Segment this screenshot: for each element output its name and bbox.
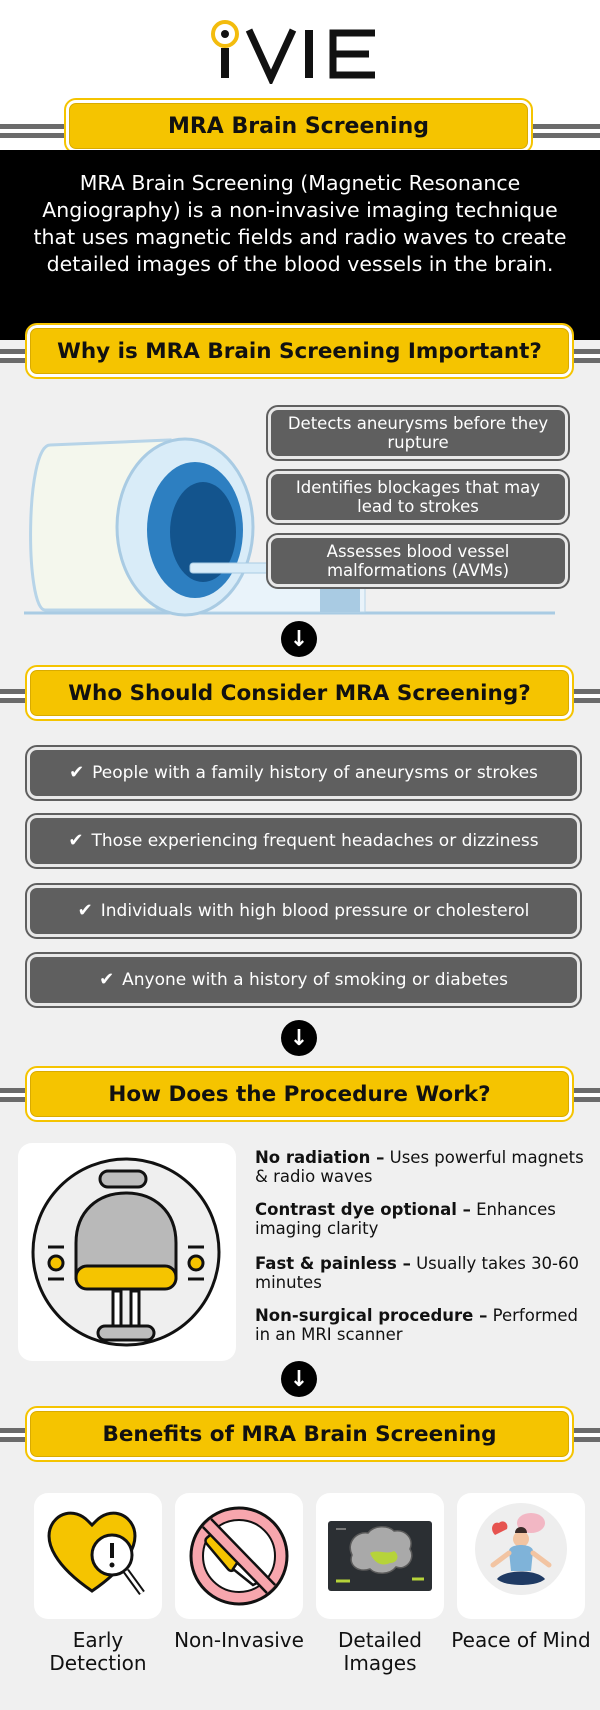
procedure-item-heading: Fast & painless – bbox=[255, 1254, 411, 1273]
procedure-item bbox=[255, 1200, 585, 1238]
who-item bbox=[27, 815, 580, 867]
benefit-card bbox=[316, 1493, 444, 1619]
section-title-why: Why is MRA Brain Screening Important? bbox=[27, 325, 572, 377]
who-item bbox=[27, 885, 580, 937]
procedure-item-text: Performed in an MRI scanner bbox=[255, 1306, 579, 1344]
no-scalpel-icon bbox=[175, 1493, 303, 1619]
benefit-card bbox=[175, 1493, 303, 1619]
mri-machine-card bbox=[18, 1143, 236, 1361]
who-item-label: Individuals with high blood pressure or cholesterol bbox=[100, 901, 530, 921]
who-item bbox=[27, 954, 580, 1006]
benefit-label: Detailed Images bbox=[338, 1628, 422, 1675]
section-title-who: Who Should Consider MRA Screening? bbox=[27, 667, 572, 719]
procedure-item bbox=[255, 1148, 585, 1186]
procedure-item-text: Usually takes 30-60 minutes bbox=[255, 1254, 580, 1292]
procedure-item-text: Uses powerful magnets & radio waves bbox=[255, 1148, 584, 1186]
who-item-label: People with a family history of aneurysms or strokes bbox=[92, 763, 538, 783]
procedure-item-heading: Contrast dye optional – bbox=[255, 1200, 471, 1219]
intro-text: MRA Brain Screening (Magnetic Resonance Angiography) is a non-invasive imaging technique that uses magnetic fields and radio waves to create detailed images of the blood vessels in the brain. bbox=[33, 171, 567, 276]
benefit-card bbox=[457, 1493, 585, 1619]
who-item bbox=[27, 747, 580, 799]
intro-panel bbox=[0, 150, 600, 340]
why-item: Identifies blockages that may lead to strokes bbox=[268, 471, 568, 523]
logo-mark bbox=[205, 14, 395, 84]
why-item: Detects aneurysms before they rupture bbox=[268, 407, 568, 459]
arrow-down-icon: ↓ bbox=[281, 1361, 317, 1397]
section-title-procedure: How Does the Procedure Work? bbox=[27, 1068, 572, 1120]
who-item-label: Anyone with a history of smoking or diabetes bbox=[122, 970, 508, 990]
ivie-logo bbox=[0, 14, 600, 84]
who-item-label: Those experiencing frequent headaches or dizziness bbox=[91, 831, 539, 851]
benefit-label: Peace of Mind bbox=[451, 1628, 591, 1652]
arrow-down-icon: ↓ bbox=[281, 621, 317, 657]
procedure-item bbox=[255, 1306, 585, 1344]
heart-magnifier-icon bbox=[34, 1493, 162, 1619]
benefit-card bbox=[34, 1493, 162, 1619]
mri-scanner-illustration bbox=[20, 435, 560, 617]
procedure-item bbox=[255, 1254, 585, 1292]
benefit-label: Early Detection bbox=[49, 1628, 147, 1675]
arrow-down-icon: ↓ bbox=[281, 1020, 317, 1056]
section-title-benefits: Benefits of MRA Brain Screening bbox=[27, 1408, 572, 1460]
brain-scan-icon bbox=[316, 1493, 444, 1619]
check-icon: ✔ bbox=[99, 969, 115, 990]
benefit-label: Non-Invasive bbox=[174, 1628, 304, 1652]
check-icon: ✔ bbox=[69, 762, 85, 783]
check-icon: ✔ bbox=[68, 830, 84, 851]
mri-machine-icon bbox=[18, 1143, 236, 1361]
meditation-icon bbox=[457, 1493, 585, 1619]
procedure-item-text: Enhances imaging clarity bbox=[255, 1200, 556, 1238]
page-title: MRA Brain Screening bbox=[66, 100, 531, 152]
why-item: Assesses blood vessel malformations (AVMs) bbox=[268, 535, 568, 587]
check-icon: ✔ bbox=[77, 900, 93, 921]
procedure-item-heading: Non-surgical procedure – bbox=[255, 1306, 488, 1325]
procedure-item-heading: No radiation – bbox=[255, 1148, 385, 1167]
